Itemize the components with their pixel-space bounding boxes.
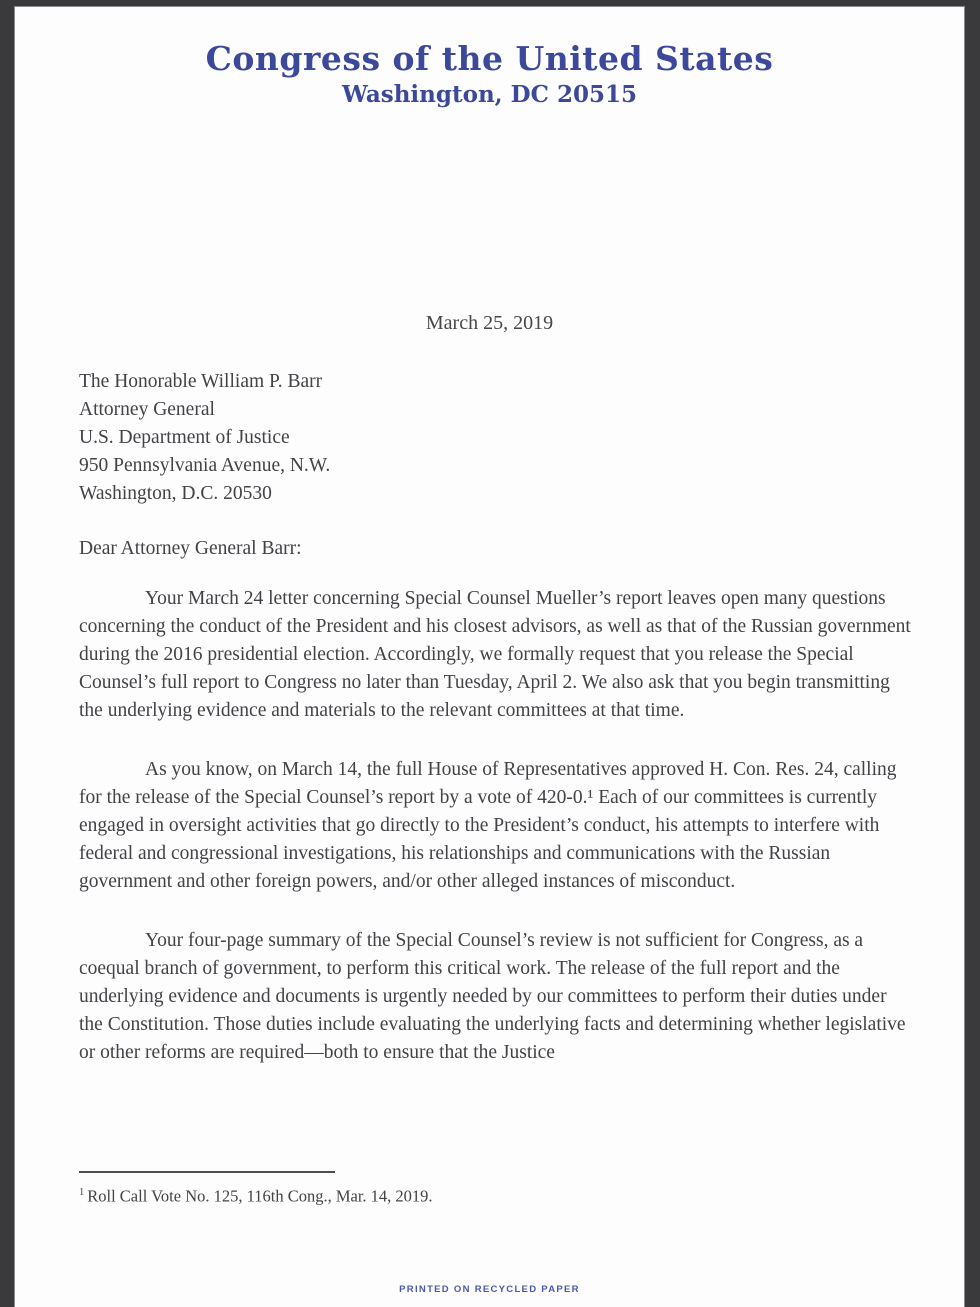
salutation: Dear Attorney General Barr: <box>79 538 302 559</box>
letter-body <box>79 585 911 1098</box>
recipient-address-block <box>79 368 330 508</box>
footnote <box>79 1182 911 1208</box>
footnote-rule <box>79 1171 335 1173</box>
letter-date: March 25, 2019 <box>425 312 554 334</box>
recipient-line-name: The Honorable William P. Barr <box>79 371 323 392</box>
recycled-paper-notice: PRINTED ON RECYCLED PAPER <box>399 1284 580 1295</box>
letterhead-title: Congress of the United States <box>205 39 774 78</box>
recipient-line-city: Washington, D.C. 20530 <box>79 483 272 504</box>
body-paragraph-1: Your March 24 letter concerning Special Counsel Mueller’s report leaves open many questions concerning the conduct of the President and his closest advisors, as well as that of the Russian government during the 2016 presidential election. Accordingly, we formally request that you release the Special Counsel’s full report to Congress no later than Tuesday, April 2. We also ask that you begin transmitting the underlying evidence and materials to the relevant committees at that time. <box>79 588 911 721</box>
letter-page <box>14 6 965 1307</box>
footnote-block <box>79 1171 911 1208</box>
footnote-text: Roll Call Vote No. 125, 116th Cong., Mar. 14, 2019. <box>87 1186 433 1206</box>
recipient-line-org: U.S. Department of Justice <box>79 427 290 448</box>
footnote-marker: 1 <box>79 1187 85 1198</box>
letterhead-address: Washington, DC 20515 <box>342 81 637 108</box>
recipient-line-street: 950 Pennsylvania Avenue, N.W. <box>79 455 331 476</box>
letterhead <box>15 40 964 108</box>
recipient-line-title: Attorney General <box>79 399 215 420</box>
body-paragraph-3: Your four-page summary of the Special Counsel’s review is not sufficient for Congress, as a coequal branch of government, to perform this critical work. The release of the full report and the underlying evidence and documents is urgently needed by our committees to perform their duties under the Constitution. Those duties include evaluating the underlying facts and determining whether legislative or other reforms are required—both to ensure that the Justice <box>79 930 906 1063</box>
body-paragraph-2: As you know, on March 14, the full House of Representatives approved H. Con. Res. 24, calling for the release of the Special Counsel’s report by a vote of 420-0.¹ Each of our committees is currently engaged in oversight activities that go directly to the President’s conduct, his attempts to interfere with federal and congressional investigations, his relationships and communications with the Russian government and other foreign powers, and/or other alleged instances of misconduct. <box>79 759 897 892</box>
